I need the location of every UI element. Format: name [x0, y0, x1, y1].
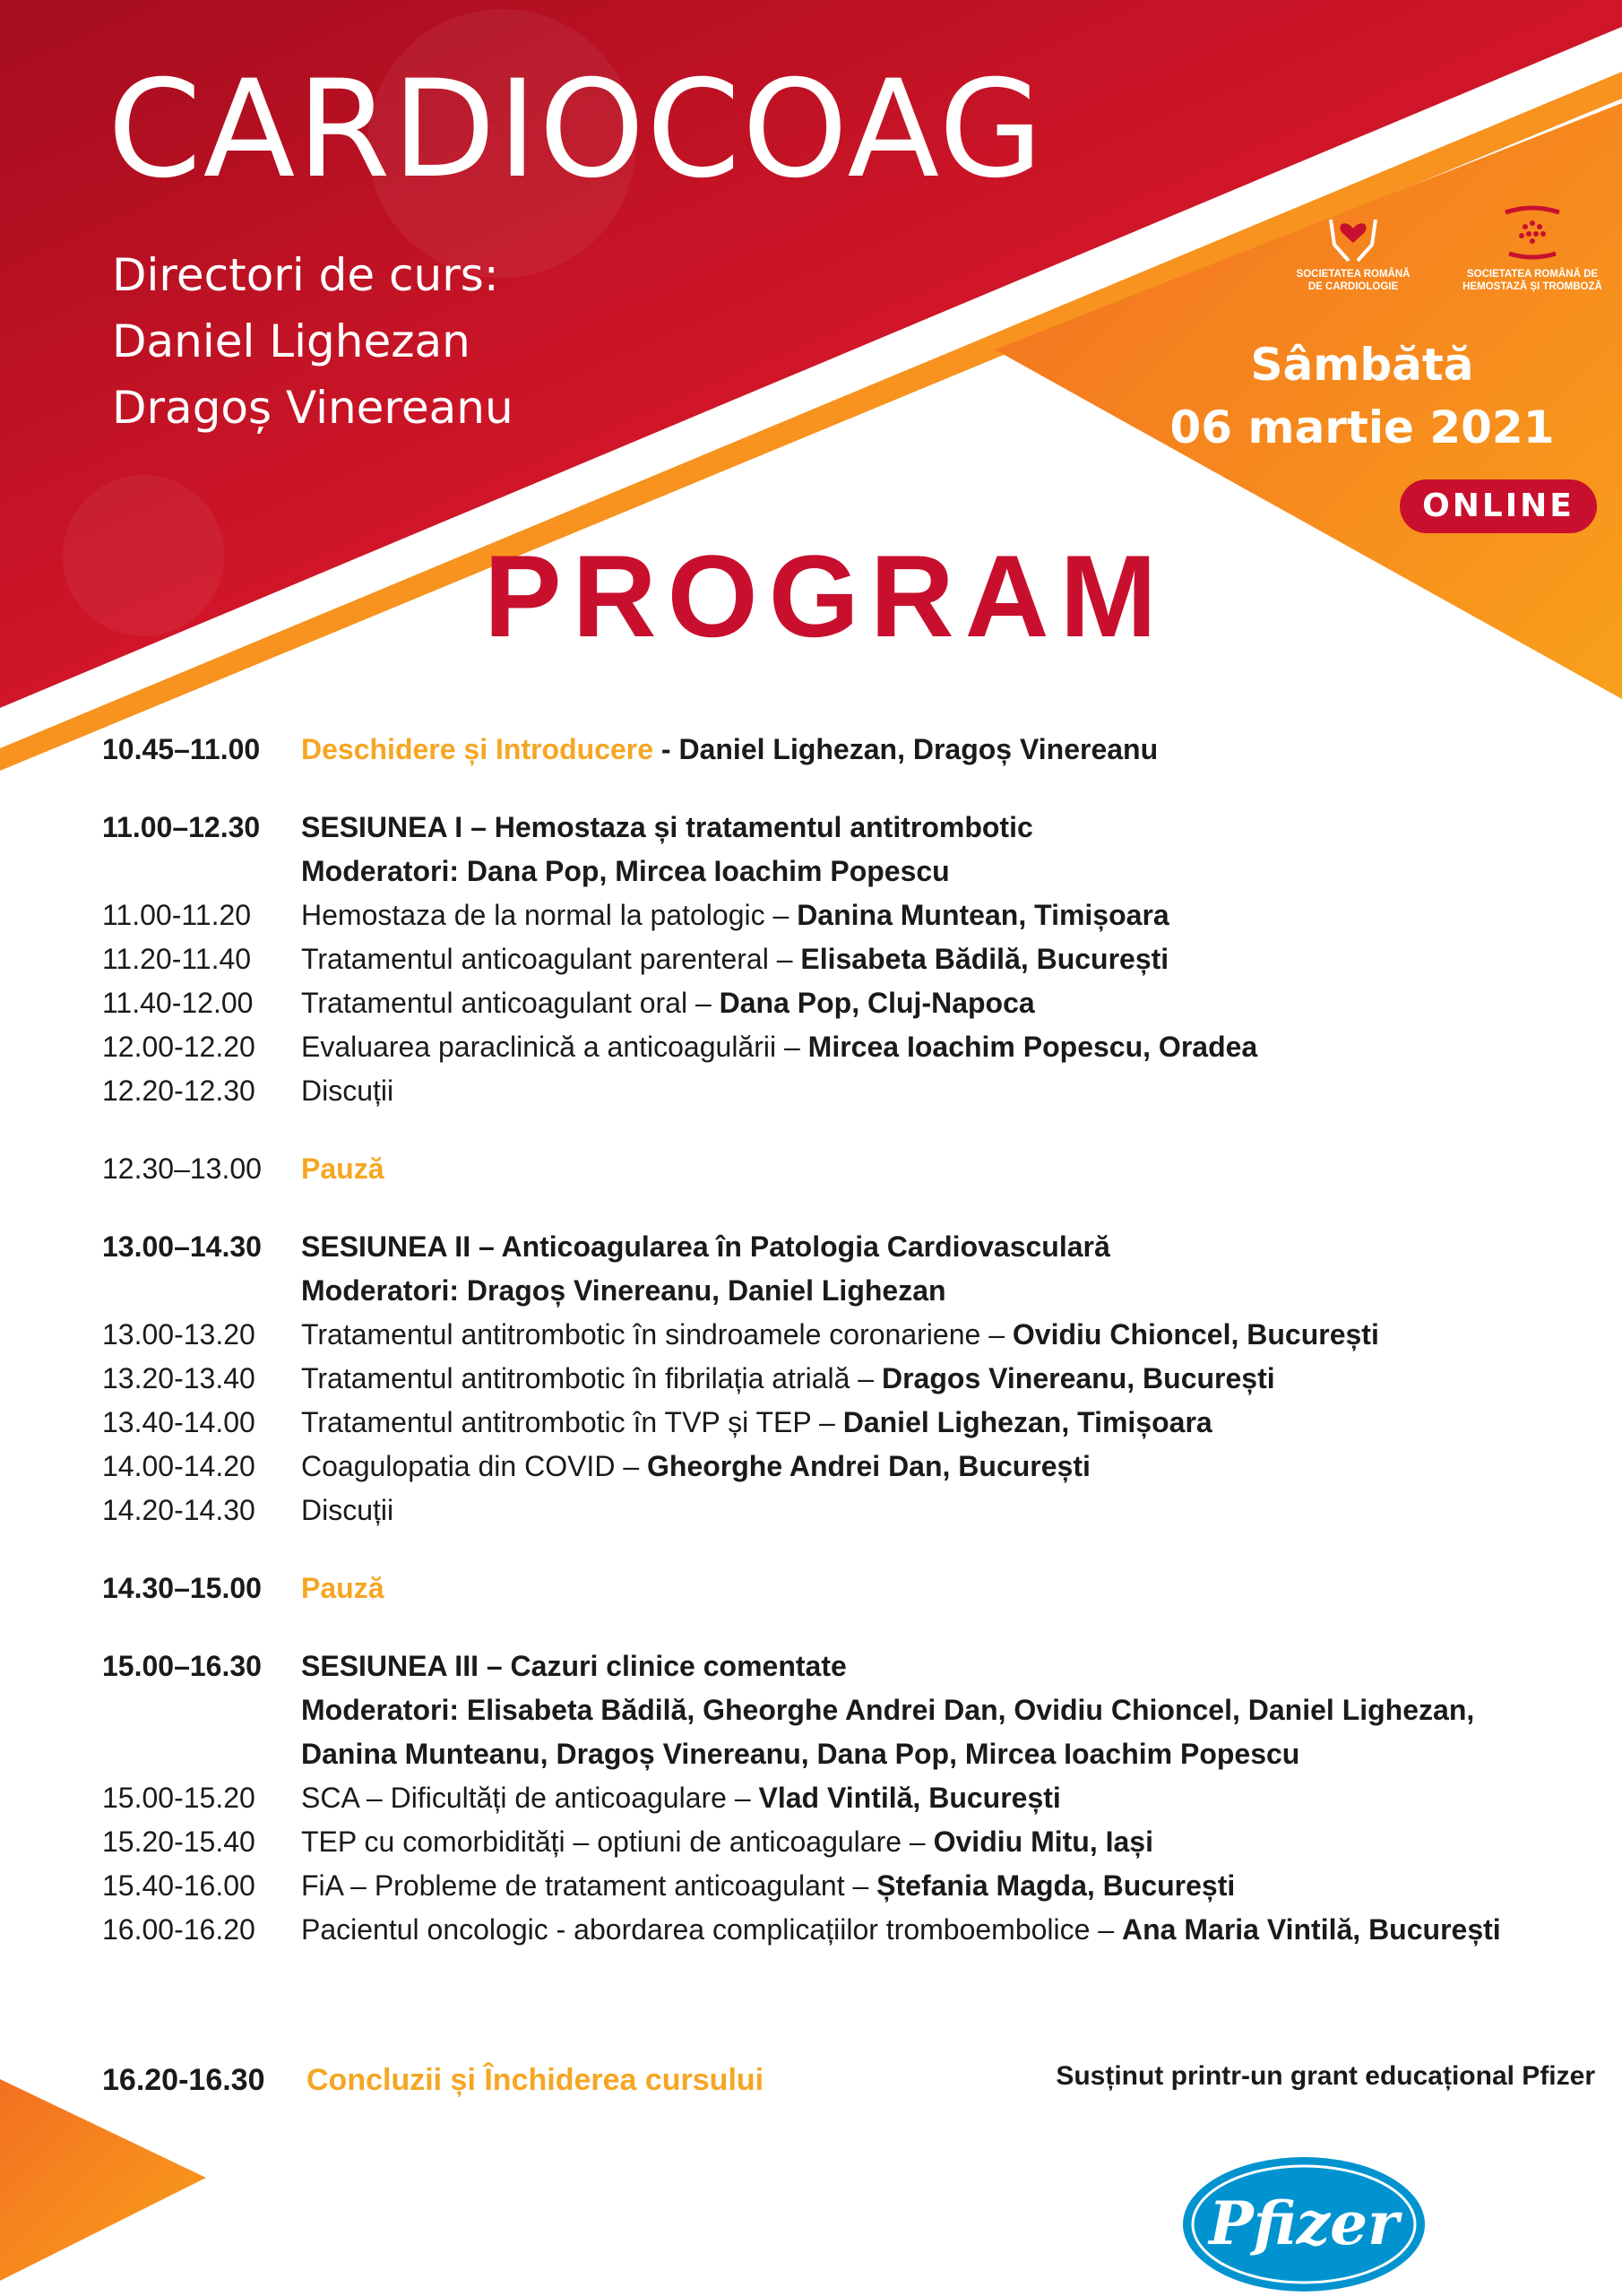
schedule-topic: Tratamentul anticoagulant parenteral – — [301, 943, 801, 975]
srht-logo — [1461, 202, 1604, 293]
pfizer-logo — [1178, 2153, 1429, 2296]
schedule-speaker: Ana Maria Vintilă, București — [1122, 1913, 1501, 1946]
schedule-time: 14.20-14.30 — [102, 1494, 255, 1526]
schedule-row — [102, 1688, 1608, 1732]
closing-time: 16.20-16.30 — [102, 2063, 265, 2097]
schedule-row — [102, 728, 1608, 772]
schedule-speaker: Moderatori: Dragoș Vinereanu, Daniel Lighezan — [301, 1274, 946, 1307]
schedule-row — [102, 806, 1608, 850]
schedule-content — [301, 1274, 946, 1308]
schedule-topic: Tratamentul anticoagulant oral – — [301, 987, 720, 1019]
schedule-time: 14.00-14.20 — [102, 1450, 255, 1482]
schedule-row — [102, 1489, 1608, 1532]
schedule-speaker: Ovidiu Chioncel, București — [1012, 1318, 1379, 1351]
schedule-time: 12.20-12.30 — [102, 1075, 255, 1107]
schedule-content — [301, 1869, 1235, 1903]
schedule-content — [301, 1075, 393, 1108]
schedule-content — [301, 1650, 847, 1683]
schedule-content — [301, 1152, 384, 1186]
schedule-content — [301, 1494, 393, 1527]
schedule-topic: Tratamentul antitrombotic în TVP și TEP – — [301, 1406, 843, 1438]
srht-logo-line: SOCIETATEA ROMÂNĂ DE — [1466, 269, 1599, 280]
schedule-speaker: Vlad Vintilă, București — [758, 1782, 1061, 1814]
schedule-content — [301, 1362, 1275, 1395]
schedule-row — [102, 937, 1608, 981]
pfizer-brand: Pfizer — [1209, 2188, 1399, 2258]
schedule-topic: Pacientul oncologic - abordarea complicațiilor tromboembolice – — [301, 1913, 1123, 1946]
schedule-speaker: Ovidiu Mitu, Iași — [933, 1826, 1153, 1858]
schedule-topic: SCA – Dificultăți de anticoagulare – — [301, 1782, 759, 1814]
schedule-row — [102, 850, 1608, 893]
schedule-topic: Discuții — [301, 1075, 394, 1107]
schedule-time: 15.20-15.40 — [102, 1826, 255, 1858]
schedule-content — [301, 1782, 1061, 1815]
bottom-orange-triangle — [0, 2079, 206, 2281]
schedule-content — [301, 1450, 1091, 1483]
schedule-time: 12.00-12.20 — [102, 1031, 255, 1063]
schedule-time: 15.40-16.00 — [102, 1869, 255, 1902]
online-badge: ONLINE — [1400, 479, 1597, 533]
schedule-time: 11.00–12.30 — [102, 811, 261, 843]
schedule-content — [301, 733, 1158, 766]
schedule-time: 15.00–16.30 — [102, 1650, 262, 1682]
schedule-topic: Hemostaza de la normal la patologic – — [301, 899, 798, 931]
schedule-time: 13.00–14.30 — [102, 1230, 262, 1263]
schedule-content — [301, 1031, 1257, 1064]
schedule-row — [102, 1644, 1608, 1688]
schedule-speaker: SESIUNEA I – Hemostaza și tratamentul antitrombotic — [301, 811, 1033, 843]
schedule-content — [301, 1318, 1379, 1351]
schedule-row — [102, 1864, 1608, 1908]
schedule-speaker: SESIUNEA III – Cazuri clinice comentate — [301, 1650, 847, 1682]
schedule-speaker: Moderatori: Elisabeta Bădilă, Gheorghe Andrei Dan, Ovidiu Chioncel, Daniel Lighezan, — [301, 1694, 1475, 1726]
schedule-speaker: Ștefania Magda, București — [876, 1869, 1236, 1902]
event-day: Sâmbătă — [1250, 339, 1474, 391]
schedule-speaker: Mircea Ioachim Popescu, Oradea — [807, 1031, 1258, 1063]
heart-hands-icon — [1322, 202, 1385, 264]
schedule-content — [301, 1572, 384, 1605]
schedule-row — [102, 1147, 1608, 1191]
schedule-content — [301, 855, 950, 888]
schedule-row — [102, 1269, 1608, 1313]
schedule-row — [102, 893, 1608, 937]
schedule-content — [301, 1406, 1212, 1439]
director-name: Dragoș Vinereanu — [112, 382, 513, 434]
schedule-highlight: Pauză — [301, 1152, 384, 1185]
schedule-content — [301, 943, 1169, 976]
schedule-time: 14.30–15.00 — [102, 1572, 262, 1604]
schedule-speaker: Moderatori: Dana Pop, Mircea Ioachim Popescu — [301, 855, 950, 887]
schedule-speaker: Dragos Vinereanu, București — [881, 1362, 1275, 1394]
schedule-row — [102, 1776, 1608, 1820]
event-date-text: 06 martie 2021 — [1169, 401, 1555, 453]
schedule-time: 11.40-12.00 — [102, 987, 254, 1019]
schedule-content — [301, 899, 1169, 932]
schedule-content — [301, 1738, 1299, 1771]
schedule-topic: Discuții — [301, 1494, 394, 1526]
schedule-row — [102, 981, 1608, 1025]
schedule-content — [301, 987, 1035, 1020]
event-title: CARDIOCOAG — [108, 52, 1045, 208]
schedule-highlight: Pauză — [301, 1572, 384, 1604]
schedule-list — [102, 728, 1608, 1952]
schedule-speaker: - Daniel Lighezan, Dragoș Vinereanu — [653, 733, 1159, 765]
src-logo — [1286, 202, 1420, 293]
schedule-speaker: Daniel Lighezan, Timișoara — [842, 1406, 1212, 1438]
schedule-topic: Tratamentul antitrombotic în fibrilația atrială – — [301, 1362, 882, 1394]
schedule-row — [102, 1401, 1608, 1445]
sponsor-note: Susținut printr-un grant educațional Pfizer — [1056, 2061, 1595, 2091]
schedule-time: 11.20-11.40 — [102, 943, 252, 975]
schedule-time: 12.30–13.00 — [102, 1152, 262, 1185]
schedule-topic: Coagulopatia din COVID – — [301, 1450, 647, 1482]
schedule-speaker: Dana Pop, Cluj-Napoca — [719, 987, 1035, 1019]
schedule-time: 11.00-11.20 — [102, 899, 252, 931]
schedule-row — [102, 1567, 1608, 1610]
schedule-speaker: Elisabeta Bădilă, București — [800, 943, 1169, 975]
schedule-content — [301, 811, 1033, 844]
program-heading: PROGRAM — [484, 531, 1168, 661]
schedule-topic: TEP cu comorbidități – optiuni de anticoagulare – — [301, 1826, 934, 1858]
schedule-time: 13.00-13.20 — [102, 1318, 255, 1351]
schedule-row — [102, 1069, 1608, 1113]
schedule-content — [301, 1694, 1474, 1727]
schedule-row — [102, 1732, 1608, 1776]
schedule-time: 15.00-15.20 — [102, 1782, 255, 1814]
src-logo-line: SOCIETATEA ROMÂNĂ — [1296, 269, 1411, 280]
schedule-speaker: Gheorghe Andrei Dan, București — [647, 1450, 1091, 1482]
course-directors — [112, 242, 513, 441]
schedule-content — [301, 1826, 1153, 1859]
srht-logo-line: HEMOSTAZĂ ȘI TROMBOZĂ — [1462, 281, 1602, 292]
schedule-content — [301, 1913, 1501, 1946]
closing-row — [102, 2063, 764, 2098]
schedule-topic: FiA – Probleme de tratament anticoagulant – — [301, 1869, 877, 1902]
closing-label: Concluzii și Închiderea cursului — [306, 2063, 764, 2097]
schedule-speaker: Danina Muntean, Timișoara — [797, 899, 1169, 931]
schedule-time: 16.00-16.20 — [102, 1913, 255, 1946]
src-logo-line: DE CARDIOLOGIE — [1307, 281, 1399, 292]
schedule-row — [102, 1820, 1608, 1864]
schedule-topic: Evaluarea paraclinică a anticoagulării – — [301, 1031, 808, 1063]
director-name: Daniel Lighezan — [112, 315, 470, 367]
schedule-row — [102, 1445, 1608, 1489]
schedule-speaker: SESIUNEA II – Anticoagularea în Patologia Cardiovasculară — [301, 1230, 1110, 1263]
schedule-time: 13.20-13.40 — [102, 1362, 255, 1394]
schedule-time: 13.40-14.00 — [102, 1406, 255, 1438]
schedule-row — [102, 1357, 1608, 1401]
schedule-row — [102, 1025, 1608, 1069]
schedule-content — [301, 1230, 1110, 1264]
schedule-time: 10.45–11.00 — [102, 733, 261, 765]
schedule-speaker: Danina Munteanu, Dragoș Vinereanu, Dana Pop, Mircea Ioachim Popescu — [301, 1738, 1300, 1770]
schedule-row — [102, 1908, 1608, 1952]
event-date — [1129, 333, 1595, 459]
schedule-row — [102, 1313, 1608, 1357]
schedule-row — [102, 1225, 1608, 1269]
blood-cells-icon — [1497, 202, 1568, 264]
directors-label: Directori de curs: — [112, 249, 499, 301]
schedule-topic: Tratamentul antitrombotic în sindroamele coronariene – — [301, 1318, 1013, 1351]
schedule-highlight: Deschidere și Introducere — [301, 733, 654, 765]
